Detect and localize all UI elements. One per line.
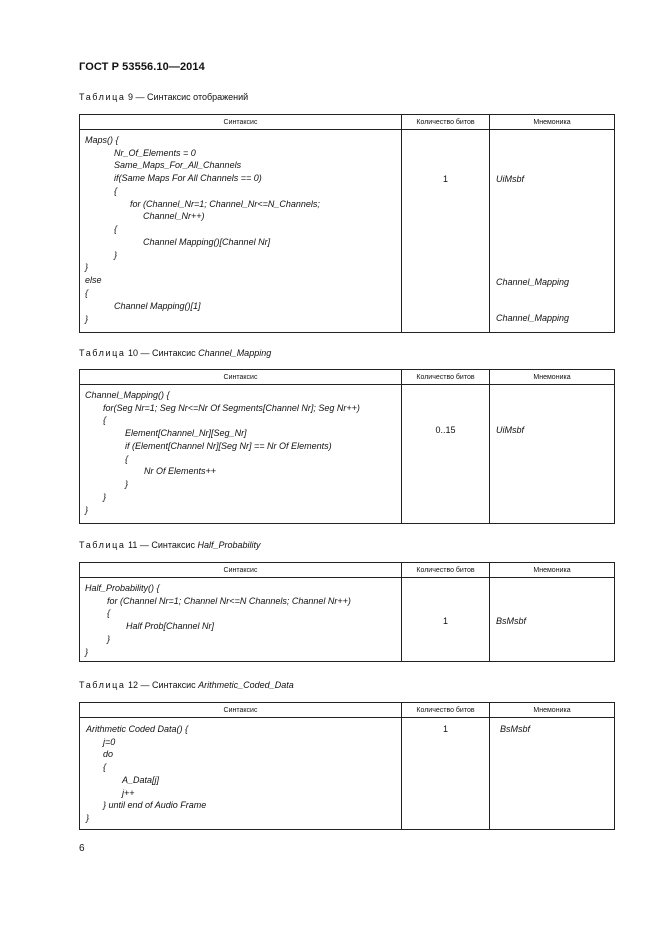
bits-value: 1 (442, 174, 448, 184)
mnemonic-value: BsMsbf (496, 616, 527, 626)
mnemonic-cell (490, 385, 615, 524)
bits-cell (402, 385, 490, 524)
code-line: Same_Maps_For_All_Channels (114, 160, 242, 170)
caption-number: 10 (128, 348, 139, 358)
code-line: j=0 (103, 737, 116, 747)
code-line: Element[Channel_Nr][Seg_Nr] (125, 428, 247, 438)
syntax-table (79, 702, 615, 830)
code-line: Half_Probability() { (85, 583, 160, 593)
caption-name: отображений (193, 92, 249, 102)
code-line: } until end of Audio Frame (103, 800, 207, 810)
caption-name: Arithmetic_Coded_Data (198, 680, 294, 690)
code-line: for (Channel Nr=1; Channel Nr<=N Channels; Channel Nr++) (107, 596, 351, 606)
table-caption (79, 92, 248, 102)
code-line: Nr_Of_Elements = 0 (114, 148, 196, 158)
code-line: } (107, 634, 111, 644)
code-line: } (85, 262, 89, 272)
page-number: 6 (79, 843, 85, 854)
code-line: } (125, 479, 129, 489)
caption-number: 9 (128, 92, 134, 102)
document-header: ГОСТ Р 53556.10—2014 (79, 61, 205, 73)
bits-cell (402, 578, 490, 662)
syntax-cell (80, 718, 402, 830)
column-header-syntax: Синтаксис (80, 563, 402, 578)
code-line: for(Seg Nr=1; Seg Nr<=Nr Of Segments[Channel Nr]; Seg Nr++) (103, 403, 360, 413)
code-line: } (85, 647, 89, 657)
caption-dash-text: — Синтаксис (140, 348, 196, 358)
caption-prefix: Таблица (79, 540, 126, 550)
code-line: { (125, 454, 129, 464)
syntax-cell (80, 130, 402, 333)
code-line: } (85, 505, 89, 515)
column-header-mnemonic: Мнемоника (490, 115, 615, 130)
code-line: Half Prob[Channel Nr] (126, 621, 215, 631)
code-line: Channel Mapping()[1] (114, 301, 201, 311)
mnemonic-value: BsMsbf (500, 724, 531, 734)
code-line: else (85, 275, 102, 285)
code-line: } (114, 250, 118, 260)
code-line: { (114, 186, 118, 196)
code-line: do (103, 749, 114, 759)
bits-cell (402, 718, 490, 830)
code-line: A_Data[j] (122, 775, 160, 785)
mnemonic-cell (490, 578, 615, 662)
code-line: } (85, 314, 89, 324)
code-line: Arithmetic Coded Data() { (86, 724, 189, 734)
mnemonic-value: Channel_Mapping (496, 277, 570, 287)
column-header-mnemonic: Мнемоника (490, 370, 615, 385)
column-header-bits: Количество битов (402, 115, 490, 130)
code-line: Channel_Nr++) (143, 211, 205, 221)
mnemonic-cell (490, 718, 615, 830)
code-line: { (114, 224, 118, 234)
caption-number: 12 (128, 680, 139, 690)
table-caption (79, 348, 271, 358)
syntax-table (79, 114, 615, 333)
syntax-cell (80, 578, 402, 662)
code-line: j++ (122, 788, 135, 798)
code-line: for (Channel_Nr=1; Channel_Nr<=N_Channels; (130, 199, 320, 209)
code-line: { (107, 608, 111, 618)
table-caption (79, 540, 261, 550)
column-header-bits: Количество битов (402, 703, 490, 718)
code-line: { (103, 415, 107, 425)
caption-number: 11 (128, 540, 138, 550)
column-header-bits: Количество битов (402, 563, 490, 578)
caption-dash-text: — Синтаксис (135, 92, 191, 102)
caption-prefix: Таблица (79, 348, 126, 358)
code-line: Channel Mapping()[Channel Nr] (143, 237, 271, 247)
caption-dash-text: — Синтаксис (140, 680, 196, 690)
column-header-syntax: Синтаксис (80, 115, 402, 130)
column-header-syntax: Синтаксис (80, 703, 402, 718)
code-line: } (86, 813, 90, 823)
bits-cell (402, 130, 490, 333)
code-line: Maps() { (85, 135, 119, 145)
column-header-mnemonic: Мнемоника (490, 703, 615, 718)
code-line: if (Element[Channel Nr][Seg Nr] == Nr Of Elements) (125, 441, 332, 451)
bits-value: 1 (442, 724, 448, 734)
syntax-table (79, 562, 615, 662)
code-line: Nr Of Elements++ (144, 466, 217, 476)
column-header-bits: Количество битов (402, 370, 490, 385)
mnemonic-value: Channel_Mapping (496, 313, 570, 323)
bits-value: 0..15 (435, 425, 456, 435)
syntax-cell (80, 385, 402, 524)
code-line: { (85, 288, 89, 298)
mnemonic-cell (490, 130, 615, 333)
table-caption (79, 680, 294, 690)
caption-name: Half_Probability (197, 540, 261, 550)
caption-prefix: Таблица (79, 680, 126, 690)
caption-name: Channel_Mapping (198, 348, 272, 358)
column-header-syntax: Синтаксис (80, 370, 402, 385)
code-line: Channel_Mapping() { (85, 390, 170, 400)
column-header-mnemonic: Мнемоника (490, 563, 615, 578)
mnemonic-value: UiMsbf (496, 425, 525, 435)
mnemonic-value: UiMsbf (496, 174, 525, 184)
bits-value: 1 (442, 616, 448, 626)
code-line: if(Same Maps For All Channels == 0) (114, 173, 262, 183)
caption-prefix: Таблица (79, 92, 126, 102)
syntax-table (79, 369, 615, 524)
code-line: { (103, 762, 107, 772)
code-line: } (103, 492, 107, 502)
caption-dash-text: — Синтаксис (139, 540, 195, 550)
